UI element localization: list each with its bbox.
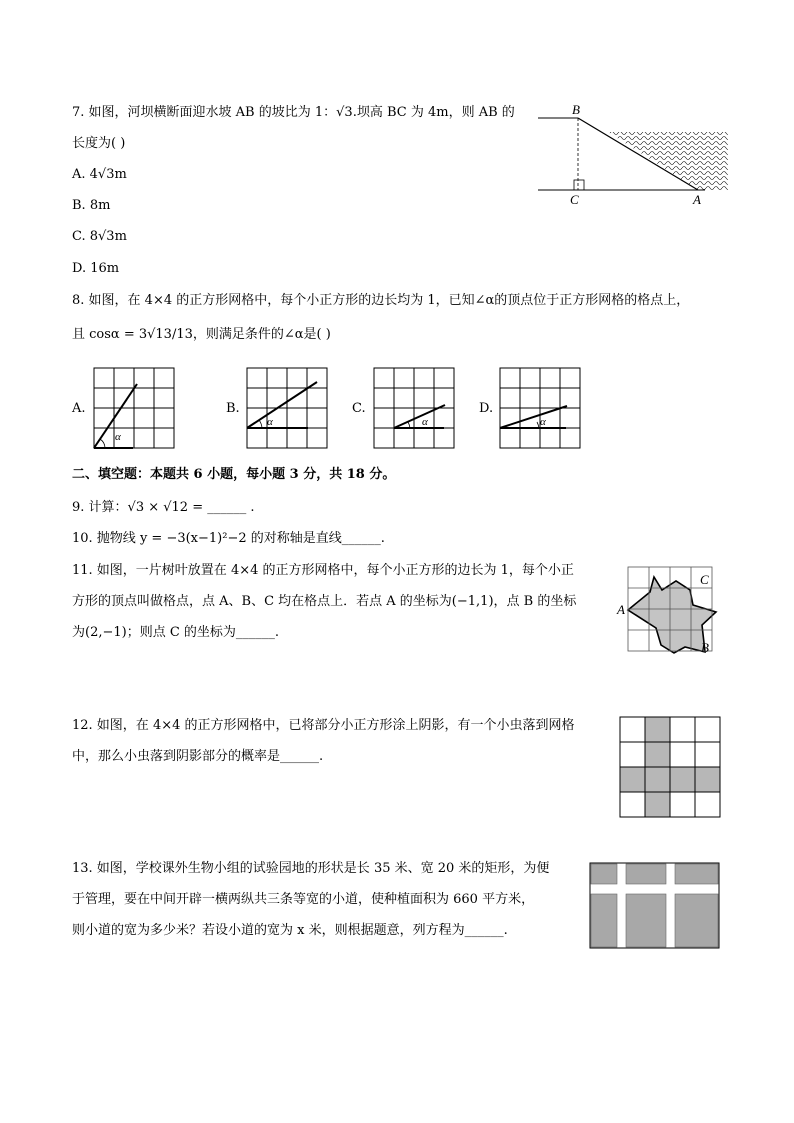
q11-line3: 为(2,−1)；则点 C 的坐标为______. [72, 625, 280, 640]
planting-plots [591, 864, 718, 947]
right-angle-mark [574, 180, 584, 190]
water-area [608, 132, 728, 190]
q8-grid-d [499, 367, 581, 449]
q8-line1: 8. 如图，在 4×4 的正方形网格中，每个小正方形的边长均为 1，已知∠α的顶点位于正方形网格的格点上， [72, 293, 690, 308]
q8-grid-a [93, 367, 175, 449]
q7-option-c: C. 8√3m [72, 229, 127, 244]
q7-dam-figure [530, 100, 730, 210]
angle-label: α [115, 431, 121, 443]
q8-option-c-label: C. [352, 401, 366, 416]
point-c-label: C [700, 572, 709, 587]
q13-line3: 则小道的宽为多少米？若设小道的宽为 x 米，则根据题意，列方程为______. [72, 923, 508, 938]
point-c-label: C [570, 192, 579, 207]
q11-line1: 11. 如图，一片树叶放置在 4×4 的正方形网格中，每个小正方形的边长为 1，每个小正 [72, 563, 574, 578]
q8-grid-c [373, 367, 455, 449]
angle-label: α [540, 416, 546, 428]
q8-option-b-label: B. [226, 401, 240, 416]
angle-label: α [422, 416, 428, 428]
q7-option-a: A. 4√3m [72, 167, 127, 182]
q12-shaded-grid [619, 716, 721, 818]
q7-option-b: B. 8m [72, 198, 111, 213]
q12-line1: 12. 如图，在 4×4 的正方形网格中，已将部分小正方形涂上阴影，有一个小虫落到网格 [72, 718, 575, 733]
q7-line1: 7. 如图，河坝横断面迎水坡 AB 的坡比为 1：√3.坝高 BC 为 4m，则 AB 的 [72, 105, 515, 120]
q7-line2: 长度为( ) [72, 136, 126, 151]
section-2-heading: 二、填空题：本题共 6 小题，每小题 3 分，共 18 分。 [72, 467, 396, 482]
point-b-label: B [701, 640, 709, 655]
angle-label: α [267, 416, 273, 428]
point-a-label: A [693, 192, 701, 207]
q7-option-d: D. 16m [72, 261, 120, 276]
q8-line2: 且 cosα = 3√13/13，则满足条件的∠α是( ) [72, 327, 331, 342]
point-b-label: B [572, 102, 580, 117]
q13-garden-figure [589, 862, 721, 950]
q9-text: 9. 计算：√3 × √12 = ______ . [72, 500, 255, 515]
point-a-label: A [617, 602, 625, 617]
q10-text: 10. 抛物线 y = −3(x−1)²−2 的对称轴是直线______. [72, 531, 385, 546]
q11-line2: 方形的顶点叫做格点，点 A、B、C 均在格点上．若点 A 的坐标为(−1,1)，点 B 的坐标 [72, 594, 577, 609]
q13-line2: 于管理，要在中间开辟一横两纵共三条等宽的小道，使种植面积为 660 平方米， [72, 892, 535, 907]
q11-leaf-figure [616, 564, 724, 656]
q13-line1: 13. 如图，学校课外生物小组的试验园地的形状是长 35 米、宽 20 米的矩形，为便 [72, 861, 550, 876]
q12-line2: 中，那么小虫落到阴影部分的概率是______. [72, 749, 324, 764]
q8-grid-b [246, 367, 328, 449]
q8-option-a-label: A. [72, 401, 86, 416]
q8-option-d-label: D. [479, 401, 494, 416]
